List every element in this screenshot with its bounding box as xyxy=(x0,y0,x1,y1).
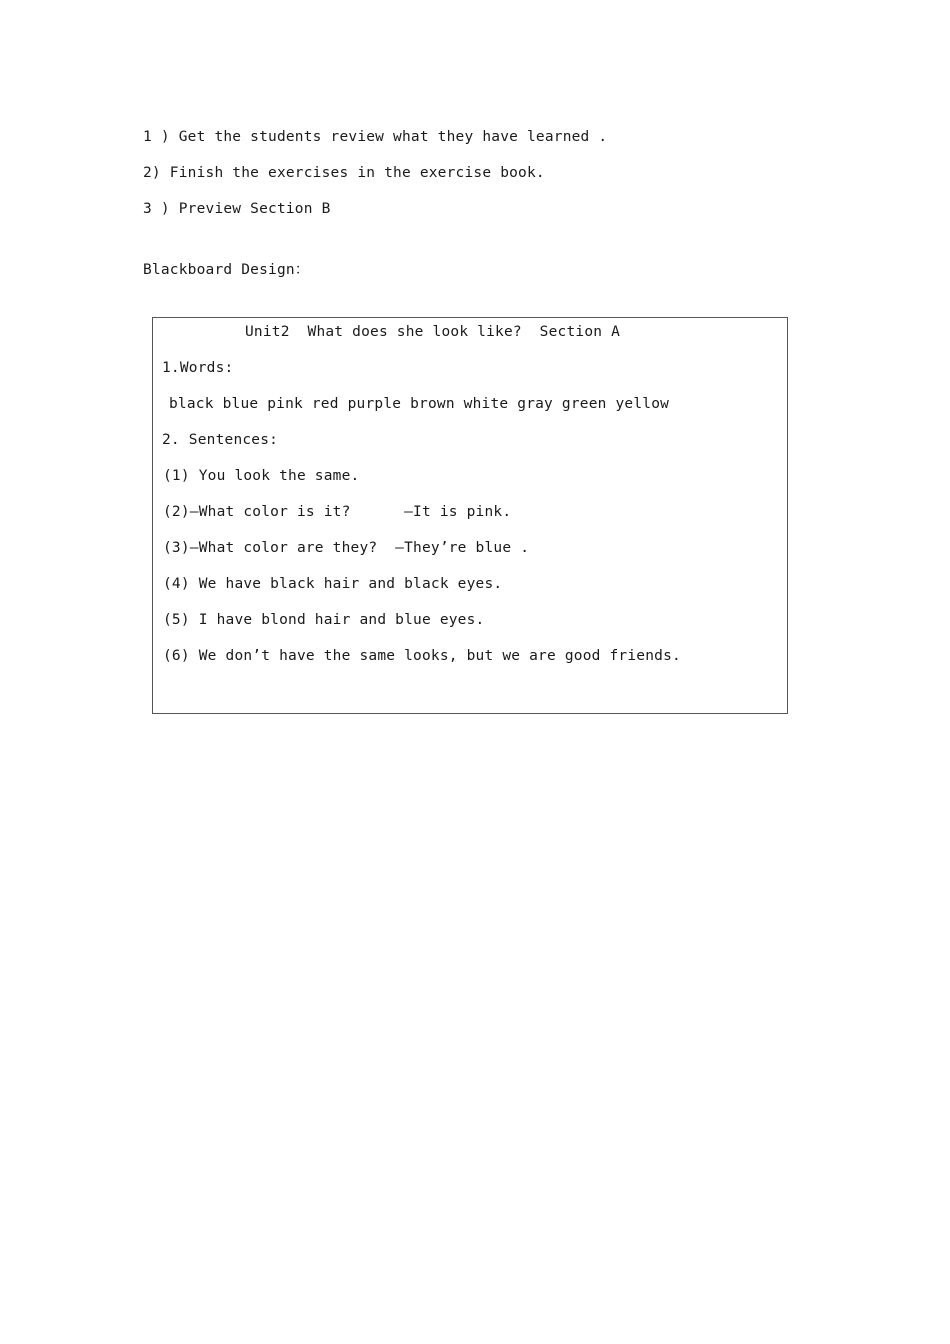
board-title: Unit2 What does she look like? Section A xyxy=(245,324,621,340)
homework-item-2: 2) Finish the exercises in the exercise book. xyxy=(143,165,545,181)
words-list: black blue pink red purple brown white gray green yellow xyxy=(169,396,670,412)
sentence-1: (1) You look the same. xyxy=(163,468,360,484)
blackboard-heading: Blackboard Design： xyxy=(143,262,310,278)
blackboard-box xyxy=(152,317,788,714)
homework-item-1: 1 ) Get the students review what they have learned . xyxy=(143,129,608,145)
sentence-4: (4) We have black hair and black eyes. xyxy=(163,576,503,592)
sentence-6: (6) We don’t have the same looks, but we are good friends. xyxy=(163,648,681,664)
homework-item-3: 3 ) Preview Section B xyxy=(143,201,331,217)
sentences-heading: 2. Sentences: xyxy=(162,432,279,448)
sentence-5: (5) I have blond hair and blue eyes. xyxy=(163,612,485,628)
sentence-2: (2)—What color is it? —It is pink. xyxy=(163,504,512,520)
words-heading: 1.Words: xyxy=(162,360,234,376)
sentence-3: (3)—What color are they? —They’re blue . xyxy=(163,540,530,556)
